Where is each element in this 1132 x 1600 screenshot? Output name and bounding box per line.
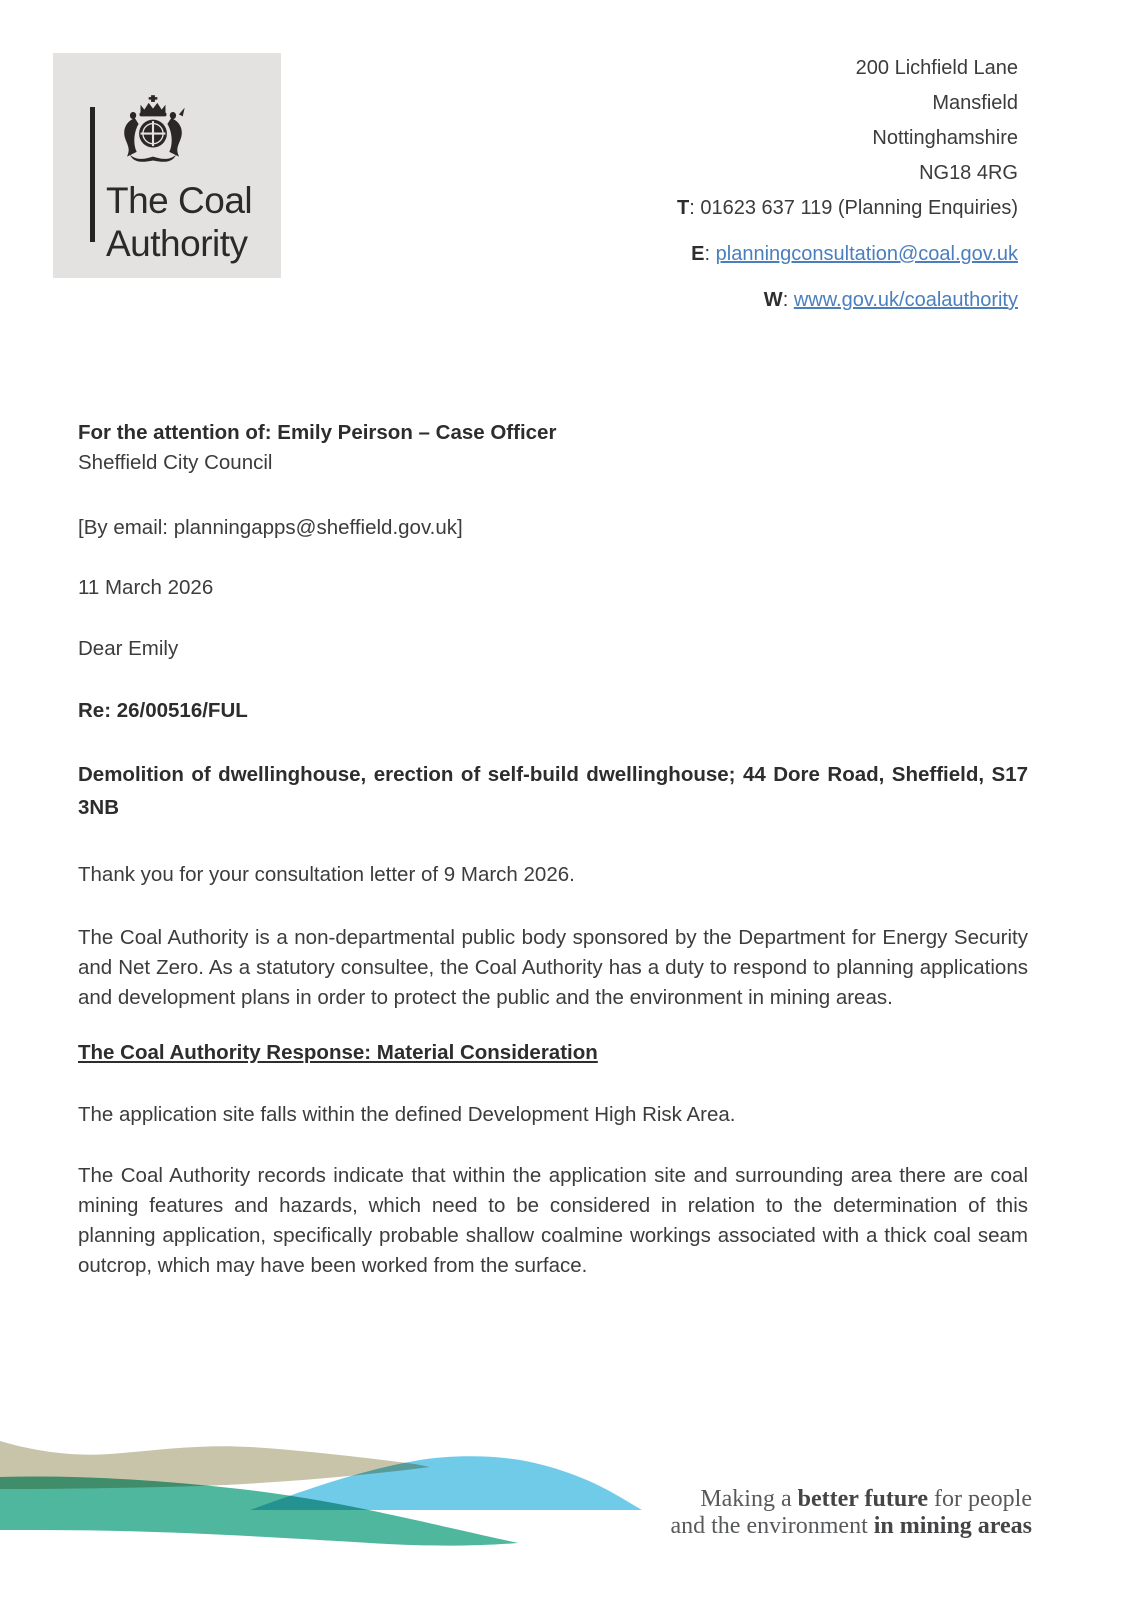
phone-line [677,191,1018,226]
attention-line: For the attention of: Emily Peirson – Case Officer [78,421,557,444]
email-sep: : [704,243,716,265]
logo-line-2: Authority [106,223,248,264]
coal-authority-logo [53,53,281,278]
footer-tagline [670,1486,1032,1540]
date-line: 11 March 2026 [78,576,214,599]
logo-wordmark [106,179,252,265]
tagline-line-2 [670,1513,1032,1540]
address-line: Nottinghamshire [872,127,1018,149]
risk-paragraph: The application site falls within the defined Development High Risk Area. [78,1103,736,1126]
tagline-text: and the environment [670,1513,874,1539]
web-line [677,283,1018,318]
email-label: E [691,243,705,265]
by-email-line: [By email: planningapps@sheffield.gov.uk] [78,516,463,539]
address-line: NG18 4RG [919,162,1018,184]
recipient-block [78,418,1028,478]
reference-line: Re: 26/00516/FUL [78,699,248,722]
subject-line: Demolition of dwellinghouse, erection of self-build dwellinghouse; 44 Dore Road, Sheffield, S17 3NB [78,763,1028,819]
letter-body [78,418,1028,1281]
organisation-line: Sheffield City Council [78,451,273,474]
contact-block [677,51,1018,318]
logo-line-1: The Coal [106,180,253,221]
thanks-paragraph: Thank you for your consultation letter of 9 March 2026. [78,863,575,886]
about-paragraph: The Coal Authority is a non-departmental public body sponsored by the Department for Energy Security and Net Zero. As a statutory consultee, the Coal Authority has a duty to respond to planning applications and development plans in order to protect the public and the environment in mining areas. [78,926,1028,1009]
response-heading: The Coal Authority Response: Material Consideration [78,1041,598,1064]
address-line: 200 Lichfield Lane [855,57,1018,79]
records-paragraph: The Coal Authority records indicate that within the application site and surrounding area there are coal mining features and hazards, which need to be considered in relation to the determination of this planning application, specifically probable shallow coalmine workings associated with a thick coal seam outcrop, which may have been worked from the surface. [78,1164,1028,1277]
salutation-line: Dear Emily [78,637,179,660]
phone-label: T [677,197,690,219]
address-line: Mansfield [932,92,1018,114]
tagline-text: for people [928,1486,1032,1512]
web-label: W [763,289,783,311]
royal-crest-icon [105,95,201,177]
tagline-bold: better future [797,1486,929,1512]
tagline-line-1 [670,1486,1032,1513]
email-line [677,237,1018,272]
tagline-text: Making a [700,1486,798,1512]
web-sep: : [782,289,794,311]
logo-vertical-bar [90,107,95,242]
email-link[interactable]: planningconsultation@coal.gov.uk [715,243,1018,265]
tagline-bold: in mining areas [873,1513,1032,1539]
phone-number: 01623 637 119 (Planning Enquiries) [700,197,1018,219]
phone-sep: : [689,197,701,219]
website-link[interactable]: www.gov.uk/coalauthority [793,289,1018,311]
